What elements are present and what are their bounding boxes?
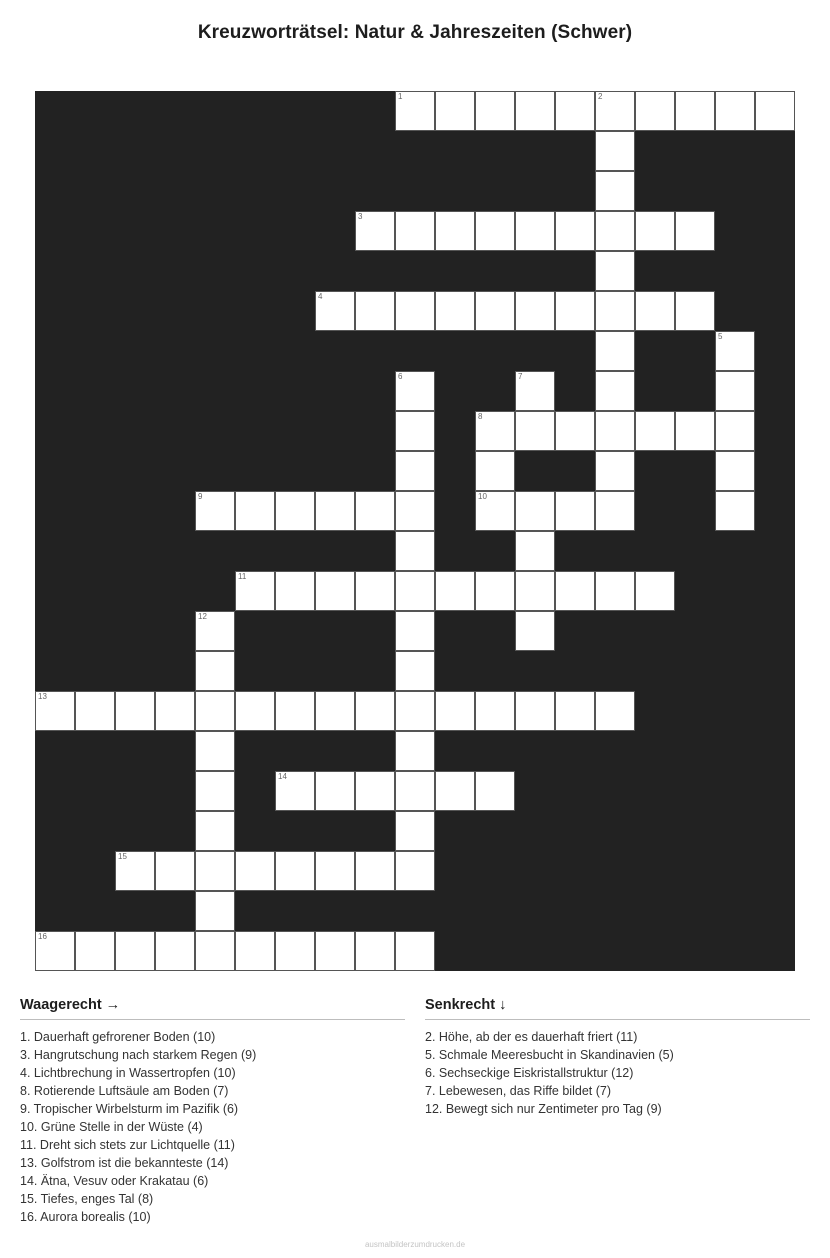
crossword-cell[interactable] — [515, 91, 555, 131]
cell-number: 6 — [398, 372, 403, 381]
crossword-cell[interactable] — [635, 411, 675, 451]
clue-item-across: 1. Dauerhaft gefrorener Boden (10) — [20, 1030, 216, 1044]
crossword-cell[interactable] — [195, 931, 235, 971]
crossword-cell[interactable] — [595, 251, 635, 291]
crossword-cell[interactable] — [355, 771, 395, 811]
crossword-cell[interactable] — [395, 731, 435, 771]
crossword-cell[interactable] — [475, 211, 515, 251]
crossword-cell[interactable] — [595, 371, 635, 411]
crossword-cell[interactable] — [595, 331, 635, 371]
crossword-cell[interactable] — [715, 91, 755, 131]
crossword-cell[interactable] — [275, 491, 315, 531]
page-title: Kreuzworträtsel: Natur & Jahreszeiten (Schwer) — [197, 22, 633, 43]
crossword-cell[interactable] — [475, 571, 515, 611]
crossword-cell[interactable] — [155, 931, 195, 971]
crossword-cell[interactable] — [515, 291, 555, 331]
clue-item-down: 7. Lebewesen, das Riffe bildet (7) — [425, 1084, 611, 1098]
crossword-cell[interactable] — [435, 291, 475, 331]
crossword-cell[interactable] — [475, 691, 515, 731]
cell-number: 11 — [238, 572, 247, 581]
clues-section — [20, 997, 810, 1226]
crossword-cell[interactable] — [355, 291, 395, 331]
crossword-cell[interactable] — [315, 771, 355, 811]
crossword-cell[interactable] — [35, 691, 75, 731]
crossword-cell[interactable] — [595, 451, 635, 491]
crossword-cell[interactable] — [235, 851, 275, 891]
crossword-cell[interactable] — [755, 91, 795, 131]
cell-number: 8 — [478, 412, 483, 421]
cell-number: 14 — [278, 772, 287, 781]
crossword-cell[interactable] — [435, 211, 475, 251]
crossword-cell[interactable] — [435, 571, 475, 611]
crossword-cell[interactable] — [675, 211, 715, 251]
crossword-cell[interactable] — [555, 291, 595, 331]
crossword-cell[interactable] — [195, 891, 235, 931]
clue-item-across: 16. Aurora borealis (10) — [20, 1210, 151, 1224]
crossword-cell[interactable] — [355, 491, 395, 531]
crossword-cell[interactable] — [395, 411, 435, 451]
cell-number: 12 — [198, 612, 207, 621]
crossword-cell[interactable] — [195, 651, 235, 691]
clue-item-across: 13. Golfstrom ist die bekannteste (14) — [20, 1156, 229, 1170]
crossword-cell[interactable] — [475, 451, 515, 491]
crossword-cell[interactable] — [195, 771, 235, 811]
crossword-cell[interactable] — [395, 931, 435, 971]
crossword-cell[interactable] — [515, 611, 555, 651]
cell-number: 10 — [478, 492, 487, 501]
crossword-cell[interactable] — [75, 931, 115, 971]
clue-item-across: 8. Rotierende Luftsäule am Boden (7) — [20, 1084, 229, 1098]
crossword-cell[interactable] — [595, 211, 635, 251]
clue-item-across: 9. Tropischer Wirbelsturm im Pazifik (6) — [20, 1102, 239, 1116]
crossword-cell[interactable] — [75, 691, 115, 731]
cell-number: 7 — [518, 372, 523, 381]
crossword-cell[interactable] — [395, 851, 435, 891]
clues-across-column — [20, 997, 405, 1226]
cell-number: 3 — [358, 212, 363, 221]
crossword-cell[interactable] — [515, 371, 555, 411]
crossword-cell[interactable] — [595, 691, 635, 731]
crossword-cell[interactable] — [595, 171, 635, 211]
crossword-cell[interactable] — [675, 91, 715, 131]
crossword-cell[interactable] — [395, 611, 435, 651]
crossword-cell[interactable] — [235, 931, 275, 971]
crossword-cell[interactable] — [235, 691, 275, 731]
crossword-cell[interactable] — [595, 131, 635, 171]
crossword-cell[interactable] — [315, 491, 355, 531]
crossword-cell[interactable] — [315, 851, 355, 891]
crossword-cell[interactable] — [155, 691, 195, 731]
crossword-cell[interactable] — [635, 91, 675, 131]
crossword-cell[interactable] — [315, 931, 355, 971]
clues-down-heading: Senkrecht ↓ — [425, 997, 810, 1020]
crossword-cell[interactable] — [715, 491, 755, 531]
crossword-cell[interactable] — [395, 651, 435, 691]
crossword-cell[interactable] — [435, 771, 475, 811]
cell-number: 2 — [598, 92, 603, 101]
clue-item-across: 4. Lichtbrechung in Wassertropfen (10) — [20, 1066, 236, 1080]
crossword-cell[interactable] — [715, 451, 755, 491]
crossword-cell[interactable] — [195, 691, 235, 731]
crossword-cell[interactable] — [355, 211, 395, 251]
crossword-cell[interactable] — [395, 531, 435, 571]
crossword-cell[interactable] — [515, 691, 555, 731]
crossword-cell[interactable] — [115, 851, 155, 891]
clue-item-across: 15. Tiefes, enges Tal (8) — [20, 1192, 154, 1206]
crossword-cell[interactable] — [555, 491, 595, 531]
crossword-cell[interactable] — [515, 531, 555, 571]
clue-item-across: 10. Grüne Stelle in der Wüste (4) — [20, 1120, 203, 1134]
crossword-cell[interactable] — [715, 371, 755, 411]
crossword-cell[interactable] — [275, 771, 315, 811]
crossword-grid — [35, 91, 795, 971]
crossword-cell[interactable] — [275, 571, 315, 611]
crossword-cell[interactable] — [395, 371, 435, 411]
cell-number: 4 — [318, 292, 323, 301]
crossword-cell[interactable] — [235, 491, 275, 531]
crossword-cell[interactable] — [235, 571, 275, 611]
clue-item-down: 6. Sechseckige Eiskristallstruktur (12) — [425, 1066, 634, 1080]
crossword-cell[interactable] — [595, 291, 635, 331]
crossword-cell[interactable] — [195, 491, 235, 531]
clue-item-across: 14. Ätna, Vesuv oder Krakatau (6) — [20, 1174, 209, 1188]
clue-item-across: 3. Hangrutschung nach starkem Regen (9) — [20, 1048, 257, 1062]
clue-item-across: 11. Dreht sich stets zur Lichtquelle (11) — [20, 1138, 235, 1152]
crossword-cell[interactable] — [475, 771, 515, 811]
crossword-cell[interactable] — [395, 491, 435, 531]
cell-number: 13 — [38, 692, 47, 701]
crossword-cell[interactable] — [275, 931, 315, 971]
crossword-cell[interactable] — [595, 91, 635, 131]
crossword-cell[interactable] — [475, 91, 515, 131]
clue-item-down: 12. Bewegt sich nur Zentimeter pro Tag (9) — [425, 1102, 662, 1116]
cell-number: 16 — [38, 932, 47, 941]
crossword-cell[interactable] — [515, 571, 555, 611]
crossword-cell[interactable] — [395, 291, 435, 331]
crossword-cell[interactable] — [115, 931, 155, 971]
crossword-cell[interactable] — [475, 411, 515, 451]
crossword-cell[interactable] — [35, 931, 75, 971]
crossword-cell[interactable] — [195, 851, 235, 891]
crossword-cell[interactable] — [395, 91, 435, 131]
crossword-cell[interactable] — [555, 571, 595, 611]
cell-number: 9 — [198, 492, 203, 501]
crossword-cell[interactable] — [555, 691, 595, 731]
crossword-cell[interactable] — [315, 571, 355, 611]
crossword-cell[interactable] — [395, 691, 435, 731]
crossword-cell[interactable] — [475, 491, 515, 531]
crossword-cell[interactable] — [635, 291, 675, 331]
crossword-cell[interactable] — [355, 571, 395, 611]
crossword-cell[interactable] — [595, 491, 635, 531]
crossword-cell[interactable] — [595, 411, 635, 451]
crossword-cell[interactable] — [315, 691, 355, 731]
crossword-cell[interactable] — [435, 691, 475, 731]
crossword-cell[interactable] — [275, 691, 315, 731]
clue-item-down: 5. Schmale Meeresbucht in Skandinavien (5) — [425, 1048, 674, 1062]
crossword-cell[interactable] — [195, 731, 235, 771]
crossword-cell[interactable] — [475, 291, 515, 331]
crossword-cell[interactable] — [555, 91, 595, 131]
crossword-cell[interactable] — [195, 811, 235, 851]
crossword-cell[interactable] — [195, 611, 235, 651]
cell-number: 1 — [398, 92, 403, 101]
crossword-cell[interactable] — [635, 211, 675, 251]
crossword-cell[interactable] — [515, 211, 555, 251]
crossword-cell[interactable] — [635, 571, 675, 611]
footer-watermark: ausmalbilderzumdrucken.de — [364, 1240, 466, 1249]
crossword-cell[interactable] — [115, 691, 155, 731]
cell-number: 5 — [718, 332, 723, 341]
crossword-cell[interactable] — [355, 851, 395, 891]
crossword-cell[interactable] — [355, 691, 395, 731]
crossword-cell[interactable] — [715, 331, 755, 371]
crossword-cell[interactable] — [355, 931, 395, 971]
cell-number: 15 — [118, 852, 127, 861]
crossword-cell[interactable] — [435, 91, 475, 131]
crossword-grid-container — [35, 91, 795, 971]
crossword-cell[interactable] — [155, 851, 195, 891]
clues-across-list — [20, 1028, 405, 1226]
crossword-cell[interactable] — [555, 211, 595, 251]
crossword-cell[interactable] — [675, 411, 715, 451]
crossword-cell[interactable] — [395, 811, 435, 851]
crossword-cell[interactable] — [555, 411, 595, 451]
crossword-cell[interactable] — [395, 451, 435, 491]
crossword-cell[interactable] — [395, 571, 435, 611]
crossword-cell[interactable] — [515, 411, 555, 451]
crossword-cell[interactable] — [395, 211, 435, 251]
crossword-cell[interactable] — [515, 491, 555, 531]
clues-down-list — [425, 1028, 810, 1118]
crossword-cell[interactable] — [715, 411, 755, 451]
crossword-cell[interactable] — [395, 771, 435, 811]
crossword-cell[interactable] — [675, 291, 715, 331]
crossword-cell[interactable] — [275, 851, 315, 891]
crossword-cell[interactable] — [595, 571, 635, 611]
clues-across-heading: Waagerecht → — [20, 997, 405, 1020]
crossword-cell[interactable] — [315, 291, 355, 331]
clue-item-down: 2. Höhe, ab der es dauerhaft friert (11) — [425, 1030, 638, 1044]
clues-down-column — [425, 997, 810, 1226]
